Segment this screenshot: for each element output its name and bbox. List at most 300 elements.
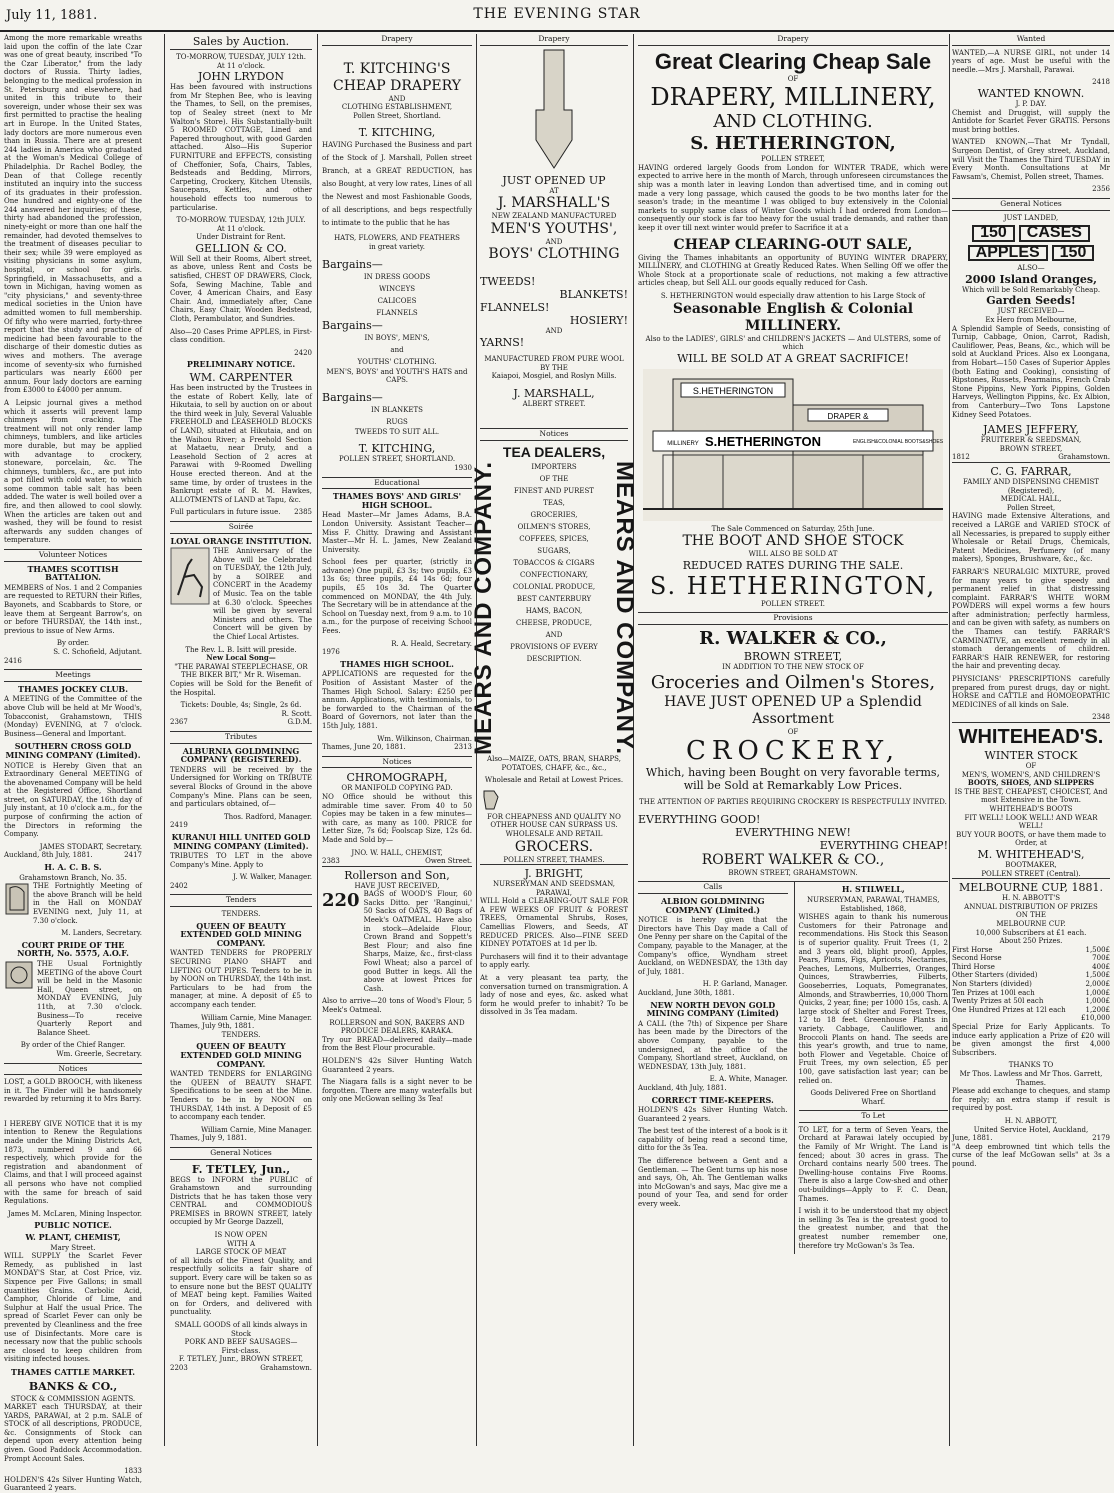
ad-line: First-class.	[221, 1346, 261, 1355]
ad-body: Special Prize for Early Applicants. To induce early application a Prize of £20 will be given amongst the first 4,000 Subscribers.	[952, 1023, 1110, 1057]
ad-title: THAMES JOCKEY CLUB.	[18, 683, 128, 694]
ad-body: HOLDEN'S 42s Silver Hunting Watch Guaranteed 2 years.	[322, 1056, 472, 1074]
quantity-box: 150	[1052, 245, 1095, 262]
ad-body: PHYSICIANS' PRESCRIPTIONS carefully prepared from purest drugs, day or night. HORSE and CATTLE and HOMOEOPATHIC MEDICINES of all kinds on Sale.	[952, 675, 1110, 709]
prize-value: 1,200£	[1085, 1005, 1110, 1014]
ad-name: R. WALKER & CO.,	[699, 628, 887, 650]
ad-quantity: 220	[322, 890, 360, 912]
ad-number: 1833	[124, 1467, 142, 1476]
ad-line: IS NOW OPEN	[214, 1231, 268, 1240]
list-item: AND	[545, 630, 563, 639]
ad-line: AT	[549, 186, 559, 195]
ad-signature: JNO. W. HALL, CHEMIST,	[351, 848, 443, 857]
pointing-hand-icon	[480, 787, 502, 811]
section-drapery: Drapery	[638, 34, 948, 46]
ad-foot: Full particulars in future issue.	[170, 508, 281, 517]
ad-name: C. G. FARRAR,	[952, 462, 1110, 478]
ad-number: 1812	[952, 453, 970, 462]
prize-label: Other Starters (divided)	[952, 971, 1038, 980]
list-item: BEST CANTERBURY	[516, 594, 592, 603]
ad-subtitle: Grahamstown Branch, No. 35.	[19, 873, 127, 882]
list-item: RUGS	[386, 417, 408, 426]
paper-title: THE EVENING STAR	[473, 6, 641, 22]
ad-name: ROBERT WALKER & CO.,	[701, 851, 885, 868]
ad-foot: Goods Delivered Free on Shortland Wharf.	[810, 1089, 937, 1106]
ad-line: THANKS TO	[1008, 1061, 1054, 1070]
ad-body: TO LET, for a term of Seven Years, the Orchard at Parawai lately occupied by the Family of Mr Wright. The Land is fenced; about 30 acres in grass. The Orchard contains nearly 500 trees. The Dwelling-house contains Five Rooms. There is also a large Cow-shed and other out-buildings—Apply to F. C. Dean, Thames.	[798, 1125, 948, 1203]
ad-title: Rollerson and Son,	[322, 866, 472, 882]
ad-signature: William Carnie, Mine Manager.	[200, 1125, 312, 1134]
column-1	[4, 34, 142, 1493]
ad-line: IS THE BEST, CHEAPEST, CHOICEST, And most Extensive in the Town.	[954, 787, 1108, 805]
ad-subtitle: MEDICAL HALL,	[1000, 495, 1062, 504]
ad-title: PRELIMINARY NOTICE.	[186, 359, 296, 370]
bargains-heading: Bargains—	[322, 390, 383, 404]
ad-byline: By order of the Chief Ranger.	[20, 1041, 126, 1050]
ad-line: AND	[545, 237, 563, 246]
list-item: GROCERIES,	[530, 510, 578, 519]
bargains-list	[322, 404, 472, 428]
ad-number: 2179	[1092, 1134, 1110, 1143]
prize-label: Ten Prizes at 100l each	[952, 988, 1035, 997]
prize-value: 400£	[1092, 962, 1110, 971]
ad-signature: JAMES STODART, Secretary.	[39, 842, 142, 851]
prize-total: £10,000	[1081, 1014, 1110, 1023]
ad-line: HAVE JUST OPENED UP a Splendid Assortment	[664, 693, 922, 727]
ad-name: T. KITCHING,	[358, 442, 436, 456]
ad-line: 2000 Island Oranges,	[965, 272, 1097, 286]
ad-line: Wholesale and Retail at Lowest Prices.	[484, 776, 624, 785]
ad-title: MELBOURNE CUP, 1881.	[952, 878, 1110, 894]
ad-address: ALBERT STREET.	[522, 399, 586, 408]
ad-number: 2419	[170, 821, 188, 830]
ad-title: NEW NORTH DEVON GOLD MINING COMPANY (Limited)	[646, 999, 779, 1019]
ad-number: 2367	[170, 718, 188, 727]
ad-body: Chemist and Druggist, will supply the Antidote for Scarlet Fever GRATIS. Persons must bring bottles.	[952, 108, 1110, 134]
quantity-box: CASES	[1019, 225, 1090, 242]
ad-line: PORK AND BEEF SAUSAGES—	[184, 1338, 298, 1347]
list-item: DESCRIPTION.	[526, 654, 582, 663]
ad-subtitle: STOCK & COMMISSION AGENTS.	[10, 1394, 136, 1403]
ad-body: THE Usual Fortnightly MEETING of the above Court will be held in the Masonic Hall, Queen street, on MONDAY EVENING, July 11th, at 7.30 o'clock. Business—To receive Quarterly Report and Balance Sheet.	[37, 959, 142, 1037]
list-item: IN DRESS GOODS	[363, 272, 431, 281]
ad-line: ALSO—	[1017, 264, 1045, 273]
ad-number: 2418	[1092, 78, 1110, 87]
ad-line: OF	[787, 74, 799, 83]
ad-subtitle: Established, 1868,	[840, 904, 907, 913]
ad-title: QUEEN OF BEAUTY EXTENDED GOLD MINING COMPANY.	[180, 920, 302, 948]
ad-title: GROCERS.	[514, 838, 594, 855]
horseman-icon	[170, 547, 210, 605]
ad-line: The Sale Commenced on Saturday, 25th June.	[711, 524, 875, 533]
ad-number: 2416	[4, 656, 22, 665]
ad-body: FARRAR'S NEURALGIC MIXTURE, proved for many years to give speedy and permanent relief in that distressing complaint. FARRAR'S WHITE WORM POWDERS will expel worms a few hours after administration; perfectly harmless, and can be given with safety, as numbers on the Thames can testify. FARRAR'S CARMINATIVE, an excellent remedy in all stomach derangements of children. FARRAR'S HAIR RENEWER, for restoring the hair and preventing decay.	[952, 567, 1110, 671]
issue-date: July 11, 1881.	[6, 8, 98, 23]
ad-line: FLANNELS!	[480, 301, 550, 315]
masthead	[0, 0, 1114, 32]
prize-row	[952, 946, 1110, 955]
ad-gdm: G.D.M.	[287, 718, 312, 727]
ad-title: Groceries and Oilmen's Stores,	[650, 671, 936, 693]
ad-address: BROWN STREET, GRAHAMSTOWN.	[728, 868, 858, 877]
section-drapery: Drapery	[322, 34, 472, 46]
ad-signature: ROLLERSON and SON, BAKERS AND PRODUCE DEALERS, KARAKA.	[329, 1018, 465, 1036]
ad-title: TEA DEALERS,	[502, 443, 606, 460]
ad-line: WILL ALSO BE SOLD AT	[748, 550, 838, 559]
ad-line: Pollen Street, Shortland.	[353, 111, 441, 120]
list-item: CONFECTIONARY,	[520, 570, 588, 579]
list-item: PROVISIONS OF EVERY	[510, 642, 598, 651]
ad-subtitle: Mary Street.	[50, 1243, 96, 1252]
ad-number: 2417	[124, 851, 142, 860]
section-notices: Notices	[4, 1063, 142, 1076]
ad-line: BOYS' CLOTHING	[488, 246, 620, 263]
ad-signature: R. A. Heald, Secretary.	[391, 639, 472, 648]
ad-line: EVERYTHING GOOD!	[638, 812, 761, 826]
ad-line: SMALL GOODS of all kinds always in Stock	[174, 1321, 308, 1338]
ad-subtitle: NURSERYMAN AND SEEDSMAN, PARAWAI,	[492, 880, 615, 897]
quantity-box: 150	[972, 225, 1015, 242]
ad-line: S. HETHERINGTON would especially draw attention to his Large Stock of	[660, 291, 926, 300]
section-meetings: Meetings	[4, 669, 142, 682]
ad-title: BANKS & CO.,	[28, 1379, 118, 1393]
prize-row	[952, 1006, 1110, 1015]
list-item: YOUTHS' CLOTHING.	[357, 357, 437, 366]
ad-line: Ex Hero from Melbourne,	[985, 316, 1077, 325]
shop-sign: MILLINERY	[667, 440, 699, 447]
ad-body: Giving the Thames inhabitants an opportunity of BUYING WINTER DRAPERY, MILLINERY, and CLOTHING at Greatly Reduced Rates. When Selling Off we offer the Whole Stock at a proportionate scale of reductions, not making a few attractive articles cheap, but Sell ALL our goods equally reduced for Cash.	[638, 253, 948, 288]
ad-line: AND	[545, 327, 563, 336]
ad-date: Auckland, 4th July, 1881.	[638, 1083, 727, 1092]
ad-body: NO Office should be without this admirable time saver. From 40 to 50 Copies may be taken in a few minutes—with care, as many as 100. PRICE for Letter Size, 7s 6d; Foolscap Size, 12s 6d. Made and Sold by—	[322, 792, 472, 844]
shop-sign: S.HETHERINGTON	[704, 433, 822, 449]
ad-body: WANTED KNOWN,—That Mr Tyndall, Surgeon Dentist, of Grey street, Auckland, will Visit the Thames the Third TUESDAY in Every Month. Consultations at Mr Fawsam's, Chemist, Pollen street, Thames.	[952, 138, 1110, 181]
ad-line: BOOTS, SHOES, AND SLIPPERS	[967, 778, 1095, 788]
section-auction: Sales by Auction.	[170, 34, 312, 50]
section-educational: Educational	[322, 477, 472, 490]
prize-row	[952, 954, 1110, 963]
ad-body: Please add exchange to cheques, and stamp for reply; an extra stamp if result is required by post.	[952, 1087, 1110, 1113]
bargains-heading: Bargains—	[322, 257, 383, 271]
ad-subtitle: FRUITERER & SEEDSMAN,	[980, 436, 1082, 445]
ad-title: SOUTHERN CROSS GOLD MINING COMPANY (Limited).	[5, 741, 141, 760]
ad-title: DRAPERY, MILLINERY,	[650, 83, 936, 112]
prize-label: One Hundred Prizes at 12l each	[952, 1005, 1066, 1014]
ad-signature: M. Landers, Secretary.	[61, 929, 142, 938]
prize-row	[952, 963, 1110, 972]
ad-title: WANTED KNOWN.	[977, 86, 1085, 100]
ad-line: ANNUAL DISTRIBUTION OF PRIZES	[964, 902, 1098, 911]
ad-line: in great variety.	[368, 242, 426, 251]
ad-number: 2348	[1092, 713, 1110, 722]
prize-value: 1,500£	[1085, 945, 1110, 954]
ad-line: MELBOURNE CUP.	[996, 919, 1066, 928]
ad-body: THE Anniversary of the Above will be Celebrated on TUESDAY, the 12th July, by a SOIREE and CONCERT in the Academy of Music. Tea on the table at 6.30 o'clock. Speeches will be given by several Ministers and others. The Concert will be given by the Chief Local Artistes.	[213, 547, 312, 642]
ad-body: HOLDEN'S 42s Silver Hunting Watch, Guaranteed 2 years.	[4, 1475, 142, 1493]
ad-title: PUBLIC NOTICE.	[34, 1220, 112, 1231]
section-notices: Notices	[480, 428, 628, 441]
ad-line: WHITEHEAD'S BOOTS	[989, 804, 1073, 813]
ad-title: ALBURNIA GOLDMINING COMPANY (REGISTERED).	[180, 745, 302, 765]
ad-line: BUY YOUR BOOTS, or have them made to Order, at	[956, 830, 1106, 848]
ad-date: Auckland, June 30th, 1881.	[638, 988, 735, 997]
ad-number: 2402	[170, 881, 188, 890]
ad-body: WANTED TENDERS for PROPERLY SECURING PIANO SHAFT and LIFTING OUT PIPES. Tenders to be in by NOON on THURSDAY, the 14th inst. Particulars to be had from the manager, at mine. A deposit of £5 to accompany each tender.	[170, 949, 312, 1009]
ad-body: BAGS of WOOD'S Flour, 60 Sacks Ditto. per 'Ranginui,' 50 Sacks of OATS, 40 Bags of Meek's OATMEAL. Have also in stock—Adelaide Flour, Crown Brand and Soppett's Best Flour; and also fine Sharps, Maize, &c., first-class Fowl Wheat; also a parcel of good Butter in kegs. All the above at lowest Prices for Cash.	[363, 890, 472, 993]
ad-line: FIT WELL! LOOK WELL! AND WEAR WELL!	[964, 813, 1098, 831]
ad-title: QUEEN OF BEAUTY EXTENDED GOLD MINING COMPANY.	[180, 1041, 302, 1069]
ad-body: A Splendid Sample of Seeds, consisting of Turnip, Cabbage, Onion, Carrot, Radish, Cauliflower, Peas, Beans, &c., which will be sold at Auckland Prices. Also ex Loongana, from Hobart—150 Cases of Superior Apples (both Eating and Cooking), consisting of Ripstones, Russets, Pearmains, French Crab Stone Pippins, New York Pippins, Golden Harveys, Wellington Pippins, &c. Ex Albion, from Canterbury—Two Tons Lapstone Kidney Seed Potatoes.	[952, 324, 1110, 419]
ad-body: THE Fortnightly Meeting of the above Branch will be held in the Hall on MONDAY EVENING next, July 11, at 7.30 o'clock.	[33, 882, 142, 925]
ad-subtitle: HAVE JUST RECEIVED,	[354, 881, 440, 890]
ad-body: "A deep embrowned tint which tells the curse of the leaf McGowan sells" at 3s a pound.	[952, 1142, 1110, 1168]
section-general: General Notices	[952, 198, 1110, 211]
ad-line: Thames.	[1016, 1078, 1046, 1087]
prize-label: Non Starters (divided)	[952, 980, 1032, 989]
ad-signature: William Carnie, Mine Manager.	[200, 1013, 312, 1022]
section-volunteer: Volunteer Notices	[4, 549, 142, 562]
ad-number: 2203	[170, 1363, 188, 1372]
ad-line: OF	[1025, 762, 1037, 770]
ad-body: HAVING ordered largely Goods from London for WINTER TRADE, which were expected to arrive here in the month of March, through unforeseen circumstances the ship was a month later in leaving London than advertised time, and in coming out made a very long passage, which caused the goods to be two months later for the season's trade; in the meantime I was obliged to buy extensively in the Colonial markets to supply same class of Winter Goods which I had ordered from London—consequently our stock is far too heavy for the usual trade demands, and rather than keep it over till next winter would prefer to Sacrifice it at a	[638, 163, 948, 232]
ad-byline: By order.	[56, 639, 90, 648]
ad-title: Great Clearing Cheap Sale	[654, 48, 932, 74]
list-item: COFFEES, SPICES,	[519, 534, 589, 543]
ad-title: J. BRIGHT,	[480, 864, 628, 880]
ad-title: H. A. C. B. S.	[44, 862, 102, 873]
column-3	[322, 34, 472, 1446]
ad-title: CORRECT TIME-KEEPERS.	[651, 1094, 774, 1105]
prize-table	[952, 946, 1110, 1015]
ad-line: OF	[787, 727, 799, 736]
ad-signature: James M. McLaren, Mining Inspector.	[7, 1209, 142, 1218]
prize-row	[952, 997, 1110, 1006]
ad-title: W. PLANT, CHEMIST,	[25, 1232, 121, 1242]
ad-title: TENDERS.	[221, 1030, 261, 1039]
ad-address: POLLEN STREET, SHORTLAND.	[338, 455, 456, 464]
ad-signature: S. C. Schofield, Adjutant.	[53, 647, 142, 656]
ad-line: HOSIERY!	[569, 314, 628, 328]
ad-line: EVERYTHING CHEAP!	[819, 838, 948, 852]
section-calls: Calls	[638, 882, 788, 894]
ad-address: BROWN STREET,	[999, 444, 1063, 453]
ad-title: J. MARSHALL'S	[497, 195, 611, 212]
ad-body: Also—20 Cases Prime APPLES, in First-class condition.	[170, 327, 312, 345]
ad-line: TWEEDS TO SUIT ALL.	[354, 427, 440, 436]
ad-address: POLLEN STREET (Central).	[981, 869, 1081, 878]
auctioneer: WM. CARPENTER	[189, 371, 293, 384]
ad-line: TWEEDS!	[480, 275, 536, 289]
ad-line: REDUCED RATES DURING THE SALE.	[682, 558, 904, 572]
shop-sign: S.HETHERINGTON	[692, 385, 774, 396]
ad-line: WHOLESALE AND RETAIL	[505, 829, 603, 838]
ad-line: IMPORTERS	[531, 462, 577, 471]
ad-address: POLLEN STREET,	[760, 155, 826, 164]
section-to-let: To Let	[799, 1110, 949, 1123]
ad-body: HAVING made Extensive Alterations, and received a LARGE and VARIED STOCK of all Necessaries, is prepared to supply either Wholesale or Retail Drugs, Chemicals, Patent Medicines, Perfumery (of many makers), Sponges, Brushware, &c., &c.	[952, 512, 1110, 564]
ad-body: Will Sell at their Rooms, Albert street, as above, unless Rent and Costs be satisfied, CHEST OF DRAWERS, Clock, Sofa, Sewing Machine, Table and Cover, 4 American Chairs, and Easy Chair. And, immediately after, Cane Chairs, Easy Chair, Wooden Bedstead, Cloth, Perambulator, and Sundries.	[170, 254, 312, 324]
prize-label: First Horse	[952, 945, 993, 954]
column-4	[470, 34, 638, 1446]
ad-title: AND CLOTHING.	[713, 111, 873, 133]
prize-label: Third Horse	[952, 962, 995, 971]
ad-line: WINTER STOCK	[984, 749, 1078, 762]
list-item: CHEESE, PRODUCE,	[516, 618, 592, 627]
ad-body: WISHES again to thank his numerous Customers for their Patronage and recommendations. His Stock this Season is of superior quality. Fruit Trees (1, 2 and 3 years old, blight proof), Apples, Pears, Plums, Figs, Apricots, Nectarines, Peaches, Lemons, Mulberries, Oranges, Quinces, Strawberries, Filberts, Gooseberries, Loquats, Pomegranates, Almonds, and Strawberries, 10,000 Thorn Quicks, 2 year, fine; per 1000 15s, cash. A large stock of Shelter and Forest Trees, 12 to 18 feet. Greenhouse Plants in variety. Cabbage, Cauliflower, and Broccoli Plants on hand. The seeds are this year's growth, and true to name, both Flower and Vegetable. Choice of Fruit Trees, my own selection, £5 per 100, gave satisfaction last year; can be relied on.	[798, 913, 948, 1085]
ad-name: M. WHITEHEAD'S,	[977, 847, 1085, 861]
crest-icon	[4, 960, 34, 990]
section-wanted: Wanted	[952, 34, 1110, 46]
ad-subtitle: NURSERYMAN, PARAWAI, THAMES,	[807, 896, 940, 905]
ad-date: Auckland, 8th July, 1881.	[4, 851, 93, 860]
column-rule	[949, 34, 950, 1446]
ad-name: J. P. DAY.	[1015, 99, 1047, 108]
ad-title: H. STILWELL,	[841, 884, 905, 895]
ad-body: Has been favoured with instructions from Mr Stephen Bee, who is leaving the Thames, to Sell, on the premises, top of Sealey street (next to Mr Walton's Store). His Substantially-built 5 ROOMED COTTAGE, Lined and Papered throughout, with good Garden attached. Also—His Superior FURNITURE and EFFECTS, consisting of Cheffonier, Sofa, Chairs, Tables, Bedsteads and Bedding, Mirrors, Carpeting, Crockery, Kitchen Utensils, Saucepans, Kettles, and other household effects too numerous to particularise.	[170, 83, 312, 212]
ad-line: IN ADDITION TO THE NEW STOCK OF	[722, 663, 864, 672]
ad-title: ALBION GOLDMINING COMPANY (Limited.)	[660, 896, 765, 915]
prize-value: 1,000£	[1085, 997, 1110, 1006]
ad-date: Thames, July 9, 1881.	[170, 1134, 247, 1143]
ad-title: CHROMOGRAPH,	[346, 771, 448, 785]
ad-body: The difference between a Gent and a Gentleman. — The Gent turns up his nose and says, Oh, Ah. The Gentleman walks into McGowan's and says, Mac give me a pound of your Tea, and send for order every week.	[638, 1157, 788, 1209]
ad-line: Mr Thos. Lawless and Mr Thos. Garrett,	[959, 1070, 1103, 1078]
ad-line: Kaiapoi, Mosgiel, and Roslyn Mills.	[491, 372, 617, 381]
ad-line: United Service Hotel, Auckland,	[973, 1125, 1089, 1134]
ad-line: WILL BE SOLD AT A GREAT SACRIFICE!	[677, 351, 909, 365]
pointing-hand-icon	[524, 50, 584, 170]
column-6	[952, 34, 1110, 1446]
ad-line: 10,000 Subscribers at £1 each.	[975, 928, 1087, 937]
section-tributes: Tributes	[170, 731, 312, 744]
quantity-box: APPLES	[968, 245, 1048, 262]
ad-subtitle: FAMILY AND DISPENSING CHEMIST (Registered),	[963, 477, 1099, 495]
prize-row	[952, 989, 1110, 998]
ad-body: Has been instructed by the Trustees in the estate of Robert Kelly, late of Hikutaia, to sell by auction on or about the third week in July, Several Valuable FREEHOLD and LEASEHOLD BLOCKS of LAND, situated at Hikutaia, and on the Waihou River; a Freehold Section at Mataetu, near Druty, and a Leasehold Section of 2 acres at Parawai with 9-Roomed Dwelling House erected thereon. And at the same time, by order of trustees in the Bankrupt estate of R. M. Hawkes, ALLOTMENTS of LAND at Tapu, &c.	[170, 384, 312, 504]
ad-line: NEW ZEALAND MANUFACTURED	[491, 212, 617, 221]
ad-body: BEGS to INFORM the PUBLIC of Grahamstown and surrounding Districts that he has taken those very CENTRAL and COMMODIOUS PREMISES in BROWN STREET, lately occupied by Mr George Dazzell,	[170, 1175, 312, 1227]
ad-line: H. N. ABBOTT'S	[1001, 894, 1061, 903]
ad-title: CHEAP DRAPERY	[333, 77, 461, 94]
ad-body: At a very pleasant tea party, the conversation turned on transmigration. A lady of nose and eyes, &c. asked what form he would prefer to inhabit? To be dissolved in 3s Tea madam.	[480, 974, 628, 1017]
ad-song: "THE PARAWAI STEEPLECHASE, OR THE BIKER BIT," Mr R. Wiseman.	[174, 662, 308, 680]
ad-line: LARGE STOCK OF MEAT	[195, 1248, 287, 1257]
bargains-list	[322, 271, 472, 319]
column-5	[638, 34, 948, 1446]
ad-signature: R. Scott.	[281, 709, 312, 718]
ad-line: JUST OPENED UP	[502, 173, 606, 187]
ad-body: TENDERS will be received by the Undersigned for Working on TRIBUTE several Blocks of Ground in the above Company's Mine. Plans can be seen, and particulars obtained, of—	[170, 765, 312, 809]
ad-line: THE ATTENTION OF PARTIES REQUIRING CROCKERY IS RESPECTFULLY INVITED.	[639, 798, 947, 807]
ad-body: Try our BREAD—delivered daily—made from the Best Flour procurable.	[322, 1035, 472, 1053]
ad-line: Which will be Sold Remarkably Cheap.	[961, 285, 1101, 294]
ad-body: I HEREBY GIVE NOTICE that it is my intention to Renew the Regulations made under the Mining Districts Act, 1873, numbered 9 and 66 respectively, which provide for the registration and abandonment of Claims, and that I will proceed against all persons who have not complied with the same for breach of said Regulations.	[4, 1119, 142, 1206]
ad-line: Seasonable English & Colonial MILLINERY.	[672, 300, 914, 334]
ad-body: MEMBERS of Nos. 1 and 2 Companies are requested to RETURN their Rifles, Bayonets, and Scabbards to Store, or leave them at Sergeant Barrow's, on or before THURSDAY, the 14th inst., previous to issue of New Arms.	[4, 583, 142, 635]
ad-place: Grahamstown.	[1058, 453, 1110, 462]
ad-line: BY THE	[540, 363, 568, 372]
ad-number: 2383	[322, 857, 340, 866]
ad-title: F. TETLEY, Jun.,	[191, 1162, 291, 1176]
ad-body: School fees per quarter, (strictly in advance) One pupil, £3 3s; two pupils, £3 13s 6s; three pupils, £4 14s 6d; four pupils, £5 10s 3d. The Quarter commenced on MONDAY, the 4th July. The Secretary will be in attendance at the School on Tuesday next, from 9 a.m. to 10 a.m., for the purpose of receiving School Fees.	[322, 558, 473, 636]
ad-number: 2420	[294, 348, 312, 357]
ad-line: MEN'S, WOMEN'S, AND CHILDREN'S	[961, 770, 1101, 779]
ad-body: WILL SUPPLY the Scarlet Fever Remedy, as published in last MONDAY'S Star, at Cost Price, viz. Sixpence per Five Gallons; in small quantities Grains. Carbolic Acid, Camphor, Chloride of Lime, and Sulphur at Half the usual Price. The spread of Scarlet Fever can only be prevented by Cleanliness and the free use of Disinfectants. More care is necessary now that the public schools are closed to keep children from visiting infected houses.	[4, 1252, 142, 1364]
ad-body: HAVING Purchased the Business and part of the Stock of J. Marshall, Pollen street Branch, at a GREAT REDUCTION, has also Bought, at very low rates, Lines of all the Newest and most Fashionable Goods, of all descriptions, and begs respectfully to intimate to the public that he has	[322, 141, 472, 228]
ad-signature: J. W. Walker, Manager.	[233, 873, 312, 882]
ad-name: S. HETHERINGTON,	[690, 133, 896, 155]
ad-line: JUST LANDED,	[1003, 213, 1059, 222]
ad-line: CHEAP CLEARING-OUT SALE,	[673, 236, 913, 253]
list-item: TOBACCOS & CIGARS	[513, 558, 595, 567]
ad-name: S. HETHERINGTON,	[649, 571, 937, 600]
prize-row	[952, 971, 1110, 980]
ad-body: Purchasers will find it to their advantage to apply early.	[480, 952, 628, 970]
section-tenders: Tenders	[170, 894, 312, 907]
prize-value: 700£	[1092, 954, 1110, 963]
ad-address: POLLEN STREET.	[760, 599, 826, 608]
ad-body: WANTED,—A NURSE GIRL, not under 14 years of age. Must be useful with the needle.—Mrs J. Marshall, Parawai.	[952, 48, 1110, 74]
ad-signature: Wm. Wilkinson, Chairman.	[377, 734, 472, 743]
harp-icon	[4, 882, 30, 916]
auction-when: TO-MORROW. TUESDAY, 12th JULY.	[176, 216, 306, 225]
ad-body: LOST, a GOLD BROOCH, with likeness in it. The Finder will be handsomely rewarded by returning it to Mrs Barry.	[4, 1078, 142, 1104]
ad-title: TENDERS.	[221, 910, 261, 919]
ad-address: BROWN STREET,	[743, 650, 843, 664]
ad-body: WILL Hold a CLEARING-OUT SALE FOR A FEW WEEKS OF FRUIT & FOREST TREES, Ornamental Shrubs, Roses, Camellias Flowers, and Seeds, AT REDUCED PRICES. Also—FINE SEED KIDNEY POTATOES at 1d per lb.	[480, 897, 628, 949]
ad-line: HATS, FLOWERS, AND FEATHERS	[334, 234, 460, 243]
auctioneer: JOHN LRYDON	[197, 70, 285, 84]
list-item: HAMS, BACON,	[525, 606, 583, 615]
list-item: CALICOES	[377, 296, 417, 305]
ad-tickets: Tickets: Double, 4s; Single, 2s 6d.	[180, 701, 302, 710]
ad-place: Owen Street.	[425, 857, 472, 866]
prize-label: Twenty Prizes at 50l each	[952, 997, 1044, 1006]
ad-number: 2313	[454, 743, 472, 752]
ad-body: I wish it to be understood that my object in selling 3s Tea is the greatest good to the greatest number, and that the greatest number remember one, therefore try McGowan's 3s Tea.	[798, 1207, 948, 1250]
ad-title: LOYAL ORANGE INSTITUTION.	[170, 535, 312, 546]
ad-line: CLOTHING ESTABLISHMENT,	[341, 103, 453, 112]
ad-line: AND	[388, 94, 406, 103]
ad-body: TRIBUTES TO LET in the above Company's Mine. Apply to	[170, 852, 312, 869]
shop-sign: DRAPER &	[827, 411, 869, 421]
ad-line: ON THE	[1016, 911, 1046, 920]
ad-line: YARNS!	[480, 335, 525, 349]
ad-title: WHITEHEAD'S.	[952, 722, 1110, 749]
shop-sign: ENGLISH&COLONIAL BOOTS&SHOES	[852, 438, 944, 445]
ad-body: MARKET each THURSDAY, at their YARDS, PARAWAI, at 2 p.m. SALE of STOCK of all descriptions, PRODUCE, &c. Consignments of Stock can depend upon every attention being given. Good Paddock Accommodation. Prompt Account Sales.	[4, 1403, 142, 1463]
ad-line: FOR CHEAPNESS AND QUALITY NO OTHER HOUSE CAN SURPASS US.	[487, 812, 621, 830]
tea-items	[489, 497, 620, 665]
ad-body: A MEETING of the Committee of the above Club will be held at Mr Wood's, Tobacconist, Grahamstown, THIS (Monday) EVENING, at 7 o'clock. Business—General and Important.	[4, 695, 142, 738]
ad-body: A CALL (the 7th) of Sixpence per Share has been made by the Directors of the above Company, payable to the undersigned, at the office of the Company, Shortland street, Auckland, on WEDNESDAY, 13th July, 1881.	[638, 1019, 788, 1071]
prize-label: Second Horse	[952, 954, 1002, 963]
column-rule	[317, 34, 318, 1446]
list-item: FLANNELS	[376, 308, 418, 317]
list-item: COLONIAL PRODUCE,	[512, 582, 596, 591]
bargains-heading: Bargains—	[322, 318, 383, 332]
ad-body: Also to arrive—20 tons of Wood's Flour, 5 Meek's Oatmeal.	[322, 997, 472, 1014]
article-lamp-chimneys: A Leipsic journal gives a method which it asserts will prevent lamp chimneys from cracking. The treatment will not only render lamp chimneys, tumblers, and like articles more durable, but may be applied with advantage to crockery, stoneware, porcelain, &c. The chimneys, tumblers, &c., are put into a pot filled with cold water, to which some common table salt has been added. The water is well boiled over a fire, and then allowed to cool slowly. When the articles are taken out and washed, they will be found to resist afterwards any sudden changes of temperature.	[4, 398, 142, 545]
ad-line: BLANKETS!	[559, 288, 628, 302]
ad-title: THAMES HIGH SCHOOL.	[340, 658, 454, 669]
ad-new-song: New Local Song—	[206, 653, 276, 663]
prize-row	[952, 980, 1110, 989]
ad-body: The best test of the interest of a book is it capability of being read a second time, ditto for the 3s Tea.	[638, 1127, 788, 1153]
auction-when: TO-MORROW, TUESDAY, JULY 12th.	[176, 53, 306, 61]
ad-place: Grahamstown.	[260, 1363, 312, 1372]
ad-body: Also—MAIZE, OATS, BRAN, SHARPS, POTATOES, CHAFF, &c., &c.,	[487, 754, 621, 772]
